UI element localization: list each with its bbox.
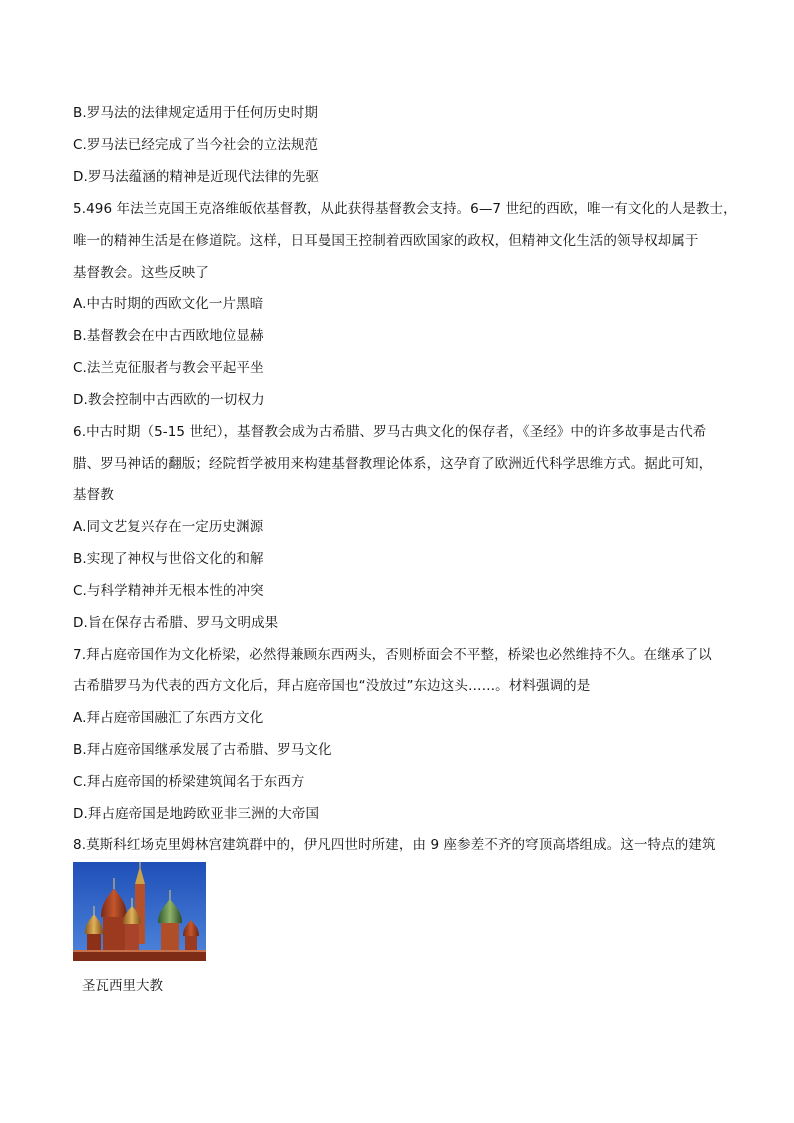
option-line: C.拜占庭帝国的桥梁建筑闻名于东西方 [73,774,305,790]
question-text: 唯一的精神生活是在修道院。这样，日耳曼国王控制着西欧国家的政权，但精神文化生活的领导权却属于 [73,233,699,249]
option-line: D.罗马法蕴涵的精神是近现代法律的先驱 [73,169,320,185]
cathedral-photo [73,862,206,961]
option-line: B.拜占庭帝国继承发展了古希腊、罗马文化 [73,742,332,758]
question-text: 5.496 年法兰克国王克洛维皈依基督教，从此获得基督教会支持。6—7 世纪的西欧，唯一有文化的人是教士， [73,201,737,217]
option-line: A.中古时期的西欧文化一片黑暗 [73,296,264,312]
question-text: 古希腊罗马为代表的西方文化后，拜占庭帝国也“没放过”东边这头……。材料强调的是 [73,678,591,694]
option-line: D.旨在保存古希腊、罗马文明成果 [73,615,279,631]
option-line: D.拜占庭帝国是地跨欧亚非三洲的大帝国 [73,806,320,822]
option-line: A.同文艺复兴存在一定历史渊源 [73,519,264,535]
question-text: 7.拜占庭帝国作为文化桥梁，必然得兼顾东西两头，否则桥面会不平整，桥梁也必然维持不久。在继承了以 [73,647,712,663]
option-line: B.实现了神权与世俗文化的和解 [73,551,264,567]
option-line: C.法兰克征服者与教会平起平坐 [73,360,264,376]
question-text: 基督教会。这些反映了 [73,265,209,281]
question-text: 8.莫斯科红场克里姆林宫建筑群中的，伊凡四世时所建，由 9 座参差不齐的穹顶高塔组成。这一特点的建筑 [73,837,716,853]
question-text: 腊、罗马神话的翻版；经院哲学被用来构建基督教理论体系，这孕育了欧洲近代科学思维方式。据此可知， [73,456,713,472]
option-line: C.与科学精神并无根本性的冲突 [73,583,264,599]
option-line: A.拜占庭帝国融汇了东西方文化 [73,710,264,726]
option-line: B.基督教会在中古西欧地位显赫 [73,328,264,344]
figure-caption: 圣瓦西里大教 [82,978,163,994]
option-line: B.罗马法的法律规定适用于任何历史时期 [73,105,318,121]
option-line: C.罗马法已经完成了当今社会的立法规范 [73,137,319,153]
question-text: 6.中古时期（5-15 世纪），基督教会成为古希腊、罗马古典文化的保存者，《圣经》中的许多故事是古代希 [73,424,707,440]
option-line: D.教会控制中古西欧的一切权力 [73,392,265,408]
question-text: 基督教 [73,487,114,503]
